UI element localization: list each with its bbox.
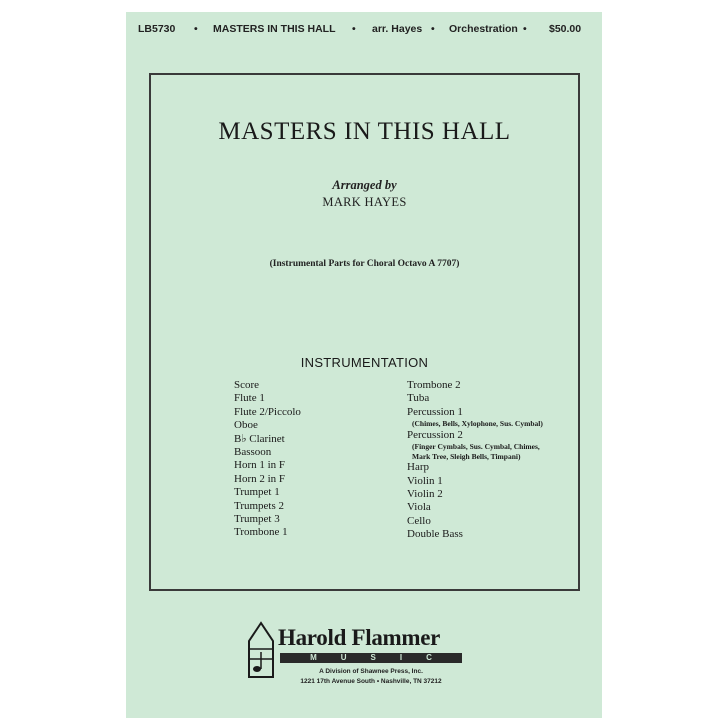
instrument-item: Violin 1 bbox=[407, 474, 443, 487]
instrument-item: Cello bbox=[407, 514, 431, 527]
header-arranger: arr. Hayes bbox=[372, 23, 423, 35]
instrument-item: Flute 2/Piccolo bbox=[234, 405, 301, 418]
header-separator: • bbox=[431, 23, 435, 35]
instrument-item: Flute 1 bbox=[234, 392, 265, 405]
catalog-number: LB5730 bbox=[138, 23, 176, 35]
instrument-item: Horn 2 in F bbox=[234, 472, 286, 485]
header-price: $50.00 bbox=[549, 23, 582, 35]
instrument-detail: (Chimes, Bells, Xylophone, Sus. Cymbal) bbox=[412, 419, 543, 429]
instrument-item: Violin 2 bbox=[407, 487, 443, 500]
instrument-item: Trombone 2 bbox=[407, 379, 461, 391]
instrument-list-right bbox=[407, 379, 543, 542]
instrument-item: Harp bbox=[407, 461, 429, 474]
instrument-item: Bassoon bbox=[234, 446, 272, 459]
instrument-item: Score bbox=[234, 379, 260, 391]
header-title: MASTERS IN THIS HALL bbox=[213, 23, 336, 35]
octavo-note: (Instrumental Parts for Choral Octavo A 7707) bbox=[269, 259, 460, 269]
header-bar bbox=[126, 23, 602, 39]
instrument-detail: (Finger Cymbals, Sus. Cymbal, Chimes, bbox=[412, 442, 540, 452]
instrument-item: Horn 1 in F bbox=[234, 459, 286, 472]
arranged-by-label: Arranged by bbox=[332, 178, 397, 192]
instrument-item: Trombone 1 bbox=[234, 526, 288, 539]
instrument-item: Viola bbox=[407, 501, 431, 514]
instrument-detail: Mark Tree, Sleigh Bells, Timpani) bbox=[412, 451, 521, 461]
publisher-division: A Division of Shawnee Press, Inc. bbox=[319, 668, 423, 675]
instrument-item: Double Bass bbox=[407, 528, 463, 541]
instrument-item: Oboe bbox=[234, 419, 258, 432]
instrument-item: Trumpets 2 bbox=[234, 499, 285, 512]
score-cover bbox=[126, 12, 602, 718]
instrument-item: B♭ Clarinet bbox=[234, 432, 285, 445]
publisher-address: 1221 17th Avenue South • Nashville, TN 37212 bbox=[300, 678, 442, 685]
instrument-item: Trumpet 1 bbox=[234, 486, 280, 499]
header-separator: • bbox=[352, 23, 356, 35]
instrument-item: Trumpet 3 bbox=[234, 513, 280, 526]
instrumentation-heading: INSTRUMENTATION bbox=[300, 355, 429, 370]
arranger-name: MARK HAYES bbox=[322, 195, 407, 209]
header-separator: • bbox=[523, 23, 527, 35]
cover-title: MASTERS IN THIS HALL bbox=[218, 118, 511, 145]
harold-flammer-logo-icon bbox=[246, 619, 276, 679]
instrument-item: Percussion 1 bbox=[407, 405, 463, 418]
instrument-item: Percussion 2 bbox=[407, 428, 463, 441]
publisher-logo bbox=[246, 619, 486, 709]
instrument-list-left bbox=[234, 379, 301, 540]
header-separator: • bbox=[194, 23, 198, 35]
publisher-music-band: MUSIC bbox=[280, 653, 462, 663]
instrument-item: Tuba bbox=[407, 392, 430, 405]
publisher-name: Harold Flammer bbox=[278, 625, 441, 650]
header-edition: Orchestration bbox=[449, 23, 518, 35]
cover-frame bbox=[149, 73, 580, 591]
